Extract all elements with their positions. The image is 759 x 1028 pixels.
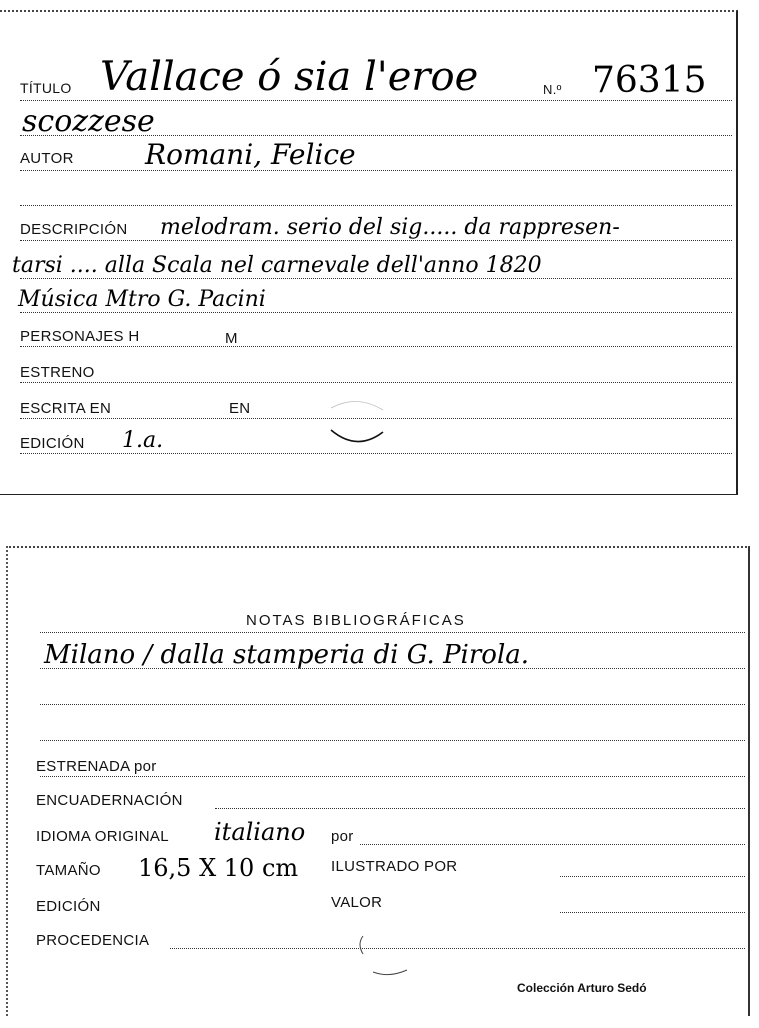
rule-encuadernacion [215, 808, 745, 809]
rule-autor-2 [20, 205, 732, 206]
rule-ilustrado [560, 876, 745, 877]
escrita-label: ESCRITA EN [20, 400, 112, 417]
coleccion-label: Colección Arturo Sedó [517, 981, 647, 995]
autor-label: AUTOR [20, 150, 74, 167]
valor-label: VALOR [331, 894, 383, 911]
estrenada-label: ESTRENADA por [36, 758, 157, 775]
titulo-label: TÍTULO [20, 80, 72, 96]
rule-edicion [20, 453, 732, 454]
procedencia-label: PROCEDENCIA [36, 932, 150, 949]
rule-personajes [20, 346, 732, 347]
rule-procedencia [170, 948, 745, 949]
rule-estrenada [40, 776, 745, 777]
autor-value: Romani, Felice [145, 138, 356, 171]
personajes-label: PERSONAJES H [20, 328, 140, 345]
titulo-value-line2: scozzese [22, 104, 155, 139]
rule-descripcion-3 [20, 312, 732, 313]
edicion-value: 1.a. [122, 428, 164, 453]
numero-value: 76315 [592, 60, 707, 101]
rule-notas-4 [40, 740, 745, 741]
notas-title: NOTAS BIBLIOGRÁFICAS [246, 612, 466, 629]
tamano-label: TAMAÑO [36, 862, 101, 879]
titulo-value: Vallace ó sia l'eroe [100, 54, 479, 100]
idioma-label: IDIOMA ORIGINAL [36, 828, 169, 845]
notas-value: Milano / dalla stamperia di G. Pirola. [44, 640, 530, 670]
numero-label: N.º [543, 82, 562, 97]
rule-notas-3 [40, 704, 745, 705]
descripcion-line2: tarsi .... alla Scala nel carnevale dell'anno 1820 [12, 253, 542, 278]
rule-descripcion [20, 240, 732, 241]
encuadernacion-label: ENCUADERNACIÓN [36, 792, 183, 809]
descripcion-line3: Música Mtro G. Pacini [18, 287, 266, 312]
punch-hole-mark [325, 400, 389, 448]
personajes-m-label: M [225, 330, 238, 347]
rule-estreno [20, 382, 732, 383]
edicion-back-label: EDICIÓN [36, 898, 101, 915]
tamano-value: 16,5 X 10 cm [138, 854, 299, 882]
estreno-label: ESTRENO [20, 364, 95, 381]
rule-notas [40, 632, 745, 633]
edicion-label: EDICIÓN [20, 435, 85, 452]
en-label: EN [229, 400, 251, 417]
punch-hole-mark-back [355, 932, 415, 978]
idioma-por-label: por [331, 828, 354, 845]
rule-valor [560, 912, 745, 913]
rule-descripcion-2 [20, 278, 732, 279]
ilustrado-label: ILUSTRADO POR [331, 858, 458, 875]
idioma-value: italiano [214, 818, 306, 846]
rule-autor [20, 170, 732, 171]
rule-idioma [360, 844, 745, 845]
descripcion-line1: melodram. serio del sig..... da rappresen- [160, 215, 620, 240]
descripcion-label: DESCRIPCIÓN [20, 221, 128, 238]
